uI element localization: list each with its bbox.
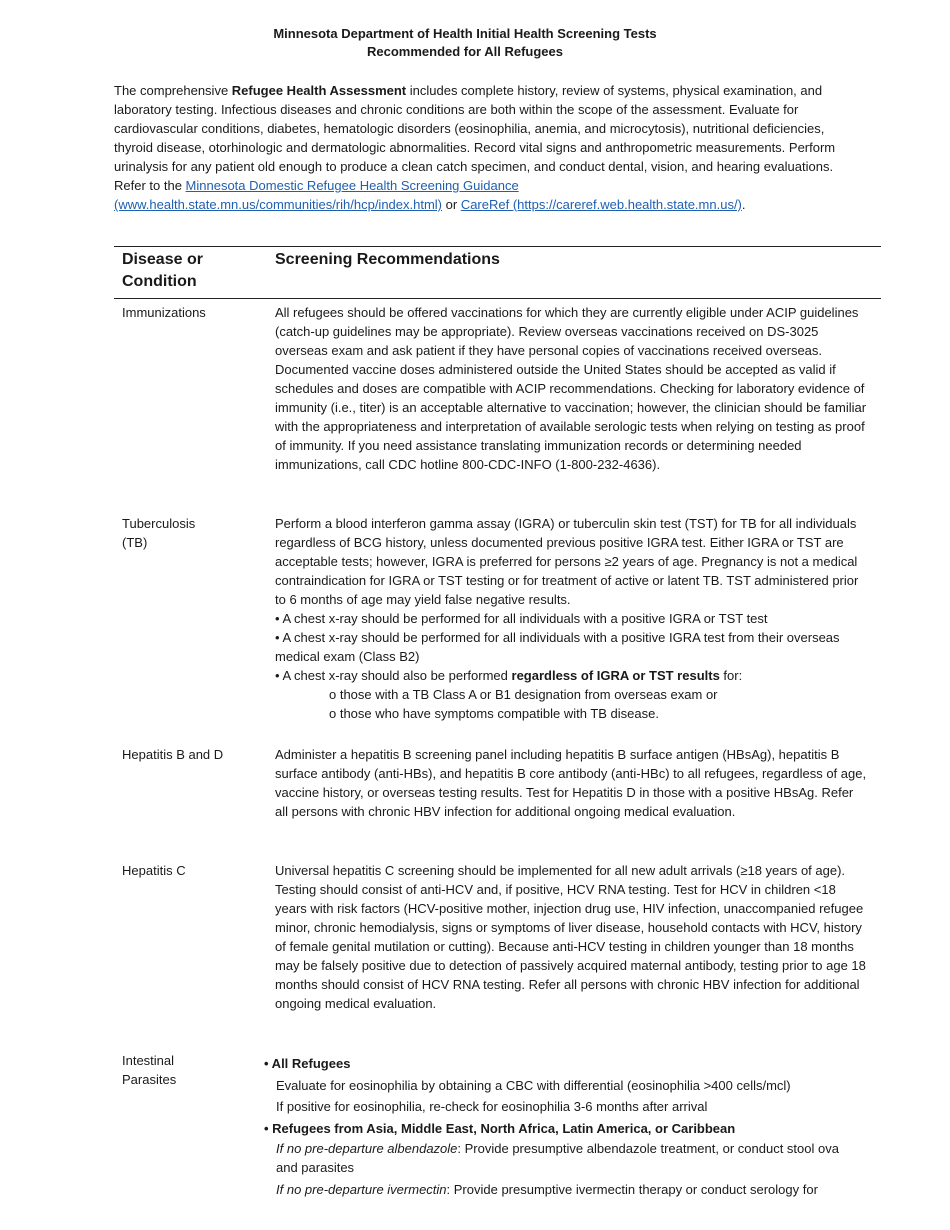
tb-bullet-1: • A chest x-ray should be performed for all individuals with a positive IGRA or TST test xyxy=(275,611,768,626)
document-title xyxy=(0,25,930,61)
row-label-hepatitis-c: Hepatitis C xyxy=(122,863,186,878)
parasites-all-line-1: Evaluate for eosinophilia by obtaining a CBC with differential (eosinophilia >400 cells/mcl) xyxy=(276,1077,791,1093)
parasites-ivermectin xyxy=(264,1179,864,1201)
tb-subitem-1: o those with a TB Class A or B1 designation from overseas exam or xyxy=(329,687,718,702)
row-text-parasites xyxy=(264,1053,864,1201)
careref-link[interactable]: CareRef (https://careref.web.health.state.mn.us/) xyxy=(460,197,742,212)
ivermectin-text: : Provide presumptive ivermectin therapy or conduct serology for xyxy=(446,1182,818,1197)
tb-bullet-3 xyxy=(275,666,867,685)
tb-bullet-2: • A chest x-ray should be performed for all individuals with a positive IGRA test from their overseas medical exam (Class B2) xyxy=(275,630,840,664)
intro-between: or xyxy=(442,197,461,212)
ivermectin-italic: If no pre-departure ivermectin xyxy=(276,1182,447,1197)
row-label-hepatitis-bd: Hepatitis B and D xyxy=(122,747,224,762)
tb-paragraph: Perform a blood interferon gamma assay (IGRA) or tuberculin skin test (TST) for TB for all individuals regardless of BCG history, unless documented previous positive IGRA test. Either IGRA or TST are acceptable tests; however, IGRA is preferred for persons ≥2 years of age. Pregnancy is not a medical contraindication for IGRA or TST testing or for treatment of active or latent TB. TST administered prior to 6 months of age may yield false negative results. xyxy=(275,516,859,607)
tb-bullet-3-pre: • A chest x-ray should also be performed xyxy=(275,668,512,683)
intro-end: . xyxy=(741,197,746,212)
row-label-immunizations: Immunizations xyxy=(122,305,206,320)
header-condition: Disease or Condition xyxy=(122,251,203,290)
albendazole-text: : Provide presumptive albendazole treatment, or conduct stool ova and parasites xyxy=(276,1141,839,1175)
parasites-albendazole xyxy=(264,1139,864,1179)
parasites-all-heading: • All Refugees xyxy=(264,1056,351,1071)
row-text-hepatitis-c: Universal hepatitis C screening should be implemented for all new adult arrivals (≥18 years of age). Testing should consist of anti-HCV and, if positive, HCV RNA testing. Test for HCV in children <18 years with risk factors (HCV-positive mother, injection drug use, HIV infection, unaccompanied refugee minor, chronic hemodialysis, signs or symptoms of liver disease, household contacts with HCV, history of female genital mutilation or cutting). Because anti-HCV testing in children younger than 18 months may be falsely positive due to detection of passively acquired maternal antibody, testing prior to age 18 months should consist of HCV RNA testing. Refer all persons with chronic HBV infection for additional ongoing medical evaluation. xyxy=(275,863,866,1011)
albendazole-italic: If no pre-departure albendazole xyxy=(276,1141,458,1156)
header-recommendations: Screening Recommendations xyxy=(275,251,500,268)
title-line-2: Recommended for All Refugees xyxy=(366,44,563,59)
mn-guidance-link[interactable]: Minnesota Domestic Refugee Health Screening Guidance (www.health.state.mn.us/communities/rih/hcp/index.html) xyxy=(114,178,519,212)
title-line-1: Minnesota Department of Health Initial Health Screening Tests xyxy=(273,26,657,41)
row-text-hepatitis-bd: Administer a hepatitis B screening panel including hepatitis B surface antigen (HBsAg), hepatitis B surface antibody (anti-HBs), and hepatitis B core antibody (anti-HBc) to all refugees, regardless of age, vaccine history, or overseas testing results. Test for Hepatitis D in those with a positive HBsAg. Refer all persons with chronic HBV infection for additional ongoing medical evaluation. xyxy=(275,747,867,819)
intro-text-post: includes complete history, review of systems, physical examination, and laboratory testing. Infectious diseases and chronic conditions are both within the scope of the assessment. Evaluate for cardiovascular conditions, diabetes, hematologic disorders (eosinophilia, anemia, and microcytosis), nutritional deficiencies, thyroid disease, otorhinologic and dermatologic abnormalities. Record vital signs and anthropometric measurements. Perform urinalysis for any patient old enough to produce a clean catch specimen, and conduct dental, vision, and hearing evaluations. Refer to the xyxy=(114,83,836,193)
row-label-tuberculosis: Tuberculosis (TB) xyxy=(122,516,196,550)
parasites-all-line-2: If positive for eosinophilia, re-check for eosinophilia 3-6 months after arrival xyxy=(276,1099,708,1114)
row-text-tuberculosis xyxy=(275,514,867,723)
intro-bold-term: Refugee Health Assessment xyxy=(231,83,407,98)
parasites-region-heading: • Refugees from Asia, Middle East, North Africa, Latin America, or Caribbean xyxy=(264,1120,736,1136)
row-text-immunizations: All refugees should be offered vaccinations for which they are currently eligible under ACIP guidelines (catch-up guidelines may be appropriate). Review overseas vaccinations received on DS-3025 overseas exam and ask patient if they have personal copies of vaccinations received overseas. Documented vaccine doses administered outside the United States should be accepted as valid if schedules and doses are compatible with ACIP recommendations. Checking for laboratory evidence of immunity (i.e., titer) is an acceptable alternative to vaccination; however, the clinician should be familiar with the appropriateness and interpretation of available serologic tests when relying on testing as proof of immunity. If you need assistance translating immunization records or determining needed immunizations, call CDC hotline 800-CDC-INFO (1-800-232-4636). xyxy=(275,305,867,472)
intro-paragraph xyxy=(114,81,844,214)
intro-text-pre: The comprehensive xyxy=(114,83,232,98)
tb-bullet-3-post: for: xyxy=(719,668,743,683)
row-label-parasites: Intestinal Parasites xyxy=(122,1053,177,1087)
tb-subitem-2: o those who have symptoms compatible with TB disease. xyxy=(329,706,659,721)
tb-bullet-3-bold: regardless of IGRA or TST results xyxy=(511,668,720,683)
table-top-rule xyxy=(114,246,881,247)
table-header-rule xyxy=(114,298,881,299)
